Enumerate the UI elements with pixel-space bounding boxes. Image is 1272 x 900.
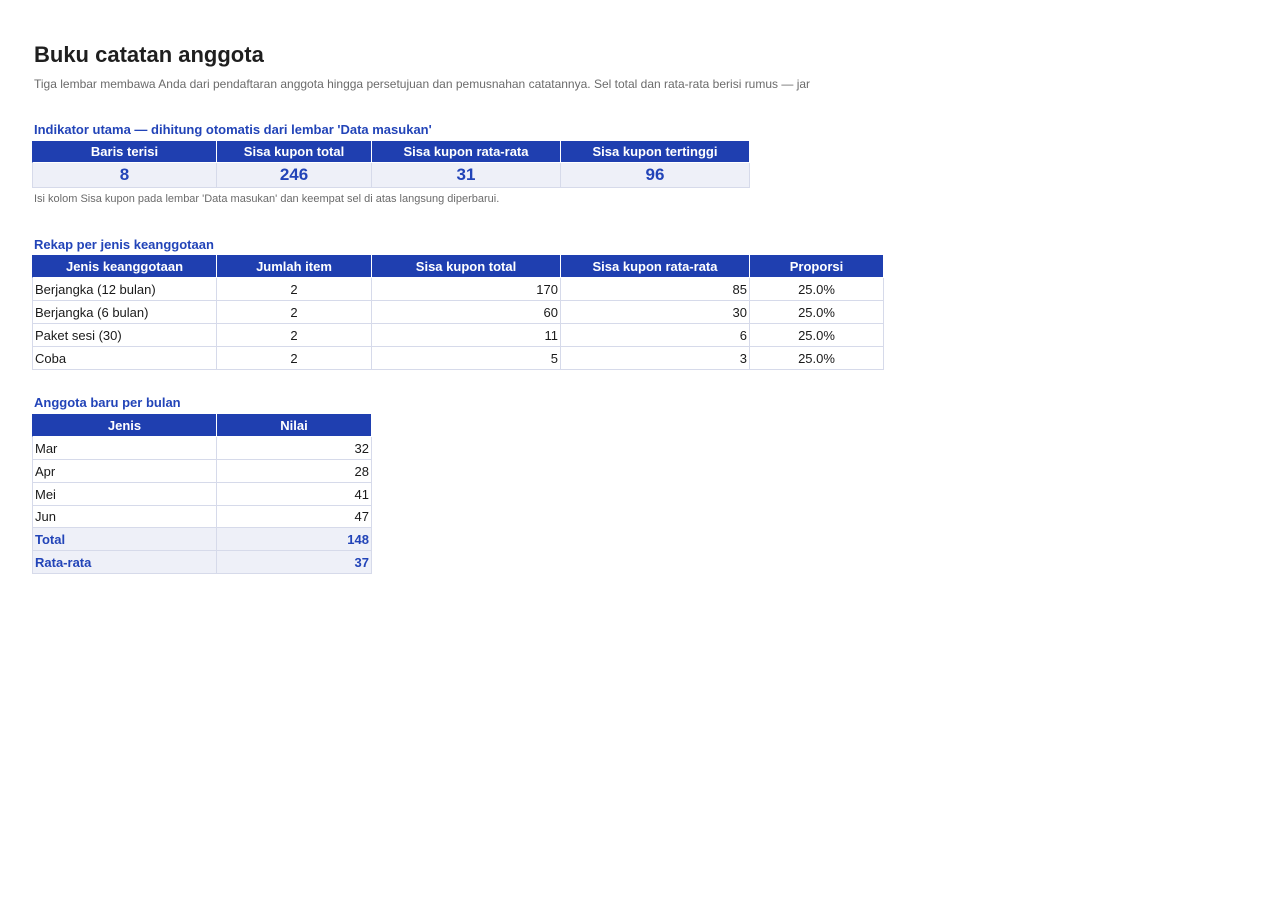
kpi-value-filled-rows[interactable]: 8 — [32, 163, 217, 188]
kpi-header-total[interactable]: Sisa kupon total — [217, 141, 372, 163]
kpi-value-row — [32, 163, 750, 188]
recap-cell-total[interactable]: 60 — [372, 301, 561, 324]
recap-cell-type[interactable]: Berjangka (6 bulan) — [32, 301, 217, 324]
recap-header-average[interactable]: Sisa kupon rata-rata — [561, 255, 750, 278]
recap-cell-proportion[interactable]: 25.0% — [750, 278, 884, 301]
monthly-average-label[interactable]: Rata-rata — [32, 551, 217, 574]
table-row — [32, 324, 884, 347]
monthly-total-label[interactable]: Total — [32, 528, 217, 551]
recap-cell-total[interactable]: 11 — [372, 324, 561, 347]
recap-cell-type[interactable]: Paket sesi (30) — [32, 324, 217, 347]
kpi-section-title: Indikator utama — dihitung otomatis dari lembar 'Data masukan' — [34, 122, 432, 137]
monthly-header-value[interactable]: Nilai — [217, 414, 372, 437]
monthly-cell-value[interactable]: 41 — [217, 483, 372, 506]
recap-section-title: Rekap per jenis keanggotaan — [34, 237, 214, 252]
table-row — [32, 301, 884, 324]
monthly-average-value[interactable]: 37 — [217, 551, 372, 574]
recap-cell-type[interactable]: Berjangka (12 bulan) — [32, 278, 217, 301]
monthly-cell-month[interactable]: Apr — [32, 460, 217, 483]
recap-cell-average[interactable]: 30 — [561, 301, 750, 324]
monthly-cell-month[interactable]: Mei — [32, 483, 217, 506]
recap-header-type[interactable]: Jenis keanggotaan — [32, 255, 217, 278]
monthly-total-row — [32, 528, 372, 551]
table-row — [32, 483, 372, 506]
kpi-header-filled-rows[interactable]: Baris terisi — [32, 141, 217, 163]
monthly-cell-month[interactable]: Jun — [32, 506, 217, 528]
kpi-header-average[interactable]: Sisa kupon rata-rata — [372, 141, 561, 163]
recap-header-count[interactable]: Jumlah item — [217, 255, 372, 278]
monthly-total-value[interactable]: 148 — [217, 528, 372, 551]
monthly-cell-value[interactable]: 28 — [217, 460, 372, 483]
kpi-note: Isi kolom Sisa kupon pada lembar 'Data masukan' dan keempat sel di atas langsung diperbarui. — [34, 193, 500, 205]
monthly-section-title: Anggota baru per bulan — [34, 395, 181, 410]
recap-cell-proportion[interactable]: 25.0% — [750, 324, 884, 347]
recap-cell-average[interactable]: 85 — [561, 278, 750, 301]
kpi-value-average[interactable]: 31 — [372, 163, 561, 188]
recap-cell-total[interactable]: 5 — [372, 347, 561, 370]
recap-header-proportion[interactable]: Proporsi — [750, 255, 884, 278]
recap-header-row — [32, 255, 884, 278]
table-row — [32, 506, 372, 528]
monthly-header-row — [32, 414, 372, 437]
kpi-value-max[interactable]: 96 — [561, 163, 750, 188]
recap-cell-type[interactable]: Coba — [32, 347, 217, 370]
recap-cell-count[interactable]: 2 — [217, 324, 372, 347]
recap-cell-count[interactable]: 2 — [217, 301, 372, 324]
recap-cell-count[interactable]: 2 — [217, 278, 372, 301]
monthly-average-row — [32, 551, 372, 574]
monthly-header-type[interactable]: Jenis — [32, 414, 217, 437]
recap-cell-average[interactable]: 6 — [561, 324, 750, 347]
kpi-value-total[interactable]: 246 — [217, 163, 372, 188]
table-row — [32, 347, 884, 370]
recap-cell-proportion[interactable]: 25.0% — [750, 301, 884, 324]
monthly-cell-value[interactable]: 32 — [217, 437, 372, 460]
recap-cell-total[interactable]: 170 — [372, 278, 561, 301]
recap-cell-count[interactable]: 2 — [217, 347, 372, 370]
monthly-cell-month[interactable]: Mar — [32, 437, 217, 460]
monthly-cell-value[interactable]: 47 — [217, 506, 372, 528]
recap-cell-proportion[interactable]: 25.0% — [750, 347, 884, 370]
table-row — [32, 437, 372, 460]
recap-header-total[interactable]: Sisa kupon total — [372, 255, 561, 278]
table-row — [32, 278, 884, 301]
recap-cell-average[interactable]: 3 — [561, 347, 750, 370]
kpi-header-row — [32, 141, 750, 163]
table-row — [32, 460, 372, 483]
page-title: Buku catatan anggota — [34, 42, 264, 67]
kpi-header-max[interactable]: Sisa kupon tertinggi — [561, 141, 750, 163]
page-subtitle: Tiga lembar membawa Anda dari pendaftaran anggota hingga persetujuan dan pemusnahan catatannya. Sel total dan rata-rata berisi rumus — jar — [34, 77, 811, 91]
